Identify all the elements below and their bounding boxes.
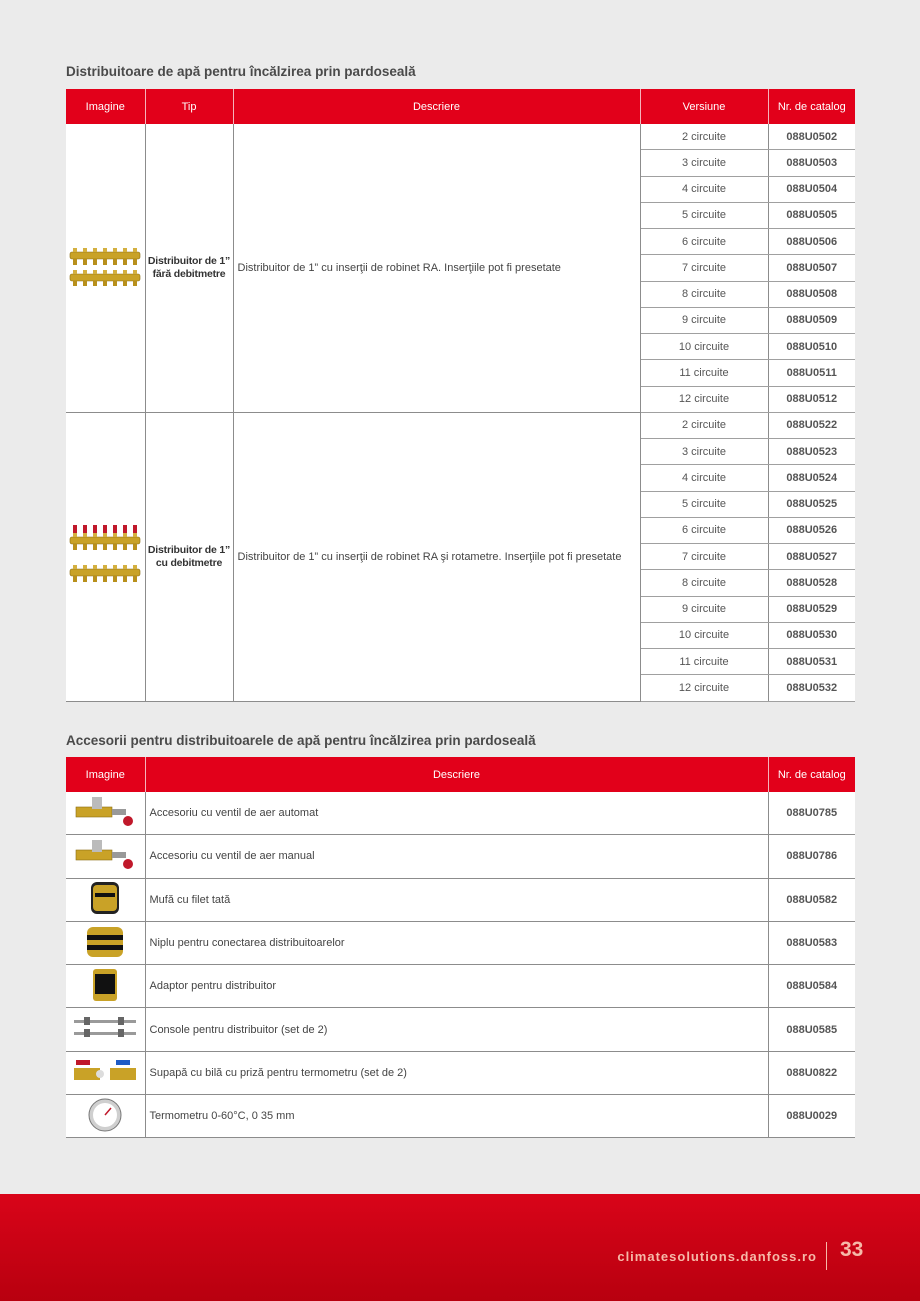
- table-row: [66, 965, 855, 1008]
- page-footer: [0, 1194, 920, 1301]
- catalog-number: 088U0507: [768, 255, 855, 281]
- version-cell: 12 circuite: [640, 675, 768, 701]
- accessory-image: [66, 1095, 145, 1138]
- version-cell: 2 circuite: [640, 124, 768, 150]
- type-line-2: fără debitmetre: [152, 267, 226, 280]
- version-cell: 7 circuite: [640, 544, 768, 570]
- ball-valve-icon: [70, 1079, 140, 1091]
- catalog-number: 088U0511: [768, 360, 855, 386]
- table-row: [66, 1051, 855, 1094]
- footer-divider: [826, 1242, 827, 1270]
- catalog-number: 088U0786: [768, 835, 855, 878]
- nipple-icon: [83, 952, 127, 964]
- accessory-description: Adaptor pentru distribuitor: [145, 965, 768, 1008]
- version-cell: 11 circuite: [640, 649, 768, 675]
- table-header-row: [66, 757, 855, 792]
- product-type: [145, 412, 233, 701]
- catalog-number: 088U0506: [768, 229, 855, 255]
- catalog-number: 088U0502: [768, 124, 855, 150]
- catalog-number: 088U0029: [768, 1095, 855, 1138]
- catalog-number: 088U0512: [768, 386, 855, 412]
- version-cell: 8 circuite: [640, 570, 768, 596]
- catalog-number: 088U0503: [768, 150, 855, 176]
- distributors-table: [66, 89, 855, 702]
- version-cell: 3 circuite: [640, 439, 768, 465]
- catalog-number: 088U0508: [768, 281, 855, 307]
- catalog-number: 088U0527: [768, 544, 855, 570]
- product-description: Distribuitor de 1” cu inserţii de robinet RA şi rotametre. Inserţiile pot fi presetate: [233, 412, 640, 701]
- version-cell: 7 circuite: [640, 255, 768, 281]
- page-number: 33: [840, 1238, 864, 1261]
- accessory-description: Niplu pentru conectarea distribuitoarelor: [145, 921, 768, 964]
- catalog-number: 088U0510: [768, 334, 855, 360]
- accessories-table: [66, 757, 855, 1138]
- end-plug-icon: [85, 908, 125, 920]
- version-cell: 4 circuite: [640, 176, 768, 202]
- table-row: [66, 835, 855, 878]
- version-cell: 4 circuite: [640, 465, 768, 491]
- catalog-number: 088U0530: [768, 622, 855, 648]
- accessory-image: [66, 878, 145, 921]
- accessory-image: [66, 1051, 145, 1094]
- accessory-description: Accesoriu cu ventil de aer automat: [145, 792, 768, 835]
- table-row: [66, 412, 855, 438]
- adapter-icon: [89, 995, 121, 1007]
- catalog-number: 088U0529: [768, 596, 855, 622]
- accessory-image: [66, 921, 145, 964]
- accessory-description: Supapă cu bilă cu priză pentru termometru (set de 2): [145, 1051, 768, 1094]
- type-line-1: Distribuitor de 1”: [147, 254, 231, 267]
- manifold-icon: [68, 277, 142, 289]
- product-image: [66, 412, 145, 701]
- catalog-number: 088U0785: [768, 792, 855, 835]
- version-cell: 3 circuite: [640, 150, 768, 176]
- accessory-image: [66, 1008, 145, 1051]
- type-line-1: Distribuitor de 1”: [147, 543, 231, 556]
- table-header-row: [66, 89, 855, 124]
- product-description: Distribuitor de 1” cu inserţii de robinet RA. Inserţiile pot fi presetate: [233, 124, 640, 412]
- version-cell: 8 circuite: [640, 281, 768, 307]
- catalog-number: 088U0525: [768, 491, 855, 517]
- catalog-number: 088U0528: [768, 570, 855, 596]
- manifold-with-flowmeters-icon: [68, 578, 142, 590]
- footer-url[interactable]: climatesolutions.danfoss.ro: [617, 1249, 817, 1264]
- accessory-description: Accesoriu cu ventil de aer manual: [145, 835, 768, 878]
- version-cell: 11 circuite: [640, 360, 768, 386]
- catalog-number: 088U0523: [768, 439, 855, 465]
- catalog-number: 088U0532: [768, 675, 855, 701]
- table-row: [66, 1095, 855, 1138]
- accessory-image: [66, 835, 145, 878]
- accessory-description: Console pentru distribuitor (set de 2): [145, 1008, 768, 1051]
- header-version: Versiune: [640, 89, 768, 124]
- auto-air-vent-icon: [70, 820, 140, 832]
- catalog-number: 088U0582: [768, 878, 855, 921]
- section-title-accessories: Accesorii pentru distribuitoarele de apă pentru încălzirea prin pardoseală: [66, 733, 536, 748]
- version-cell: 10 circuite: [640, 334, 768, 360]
- accessory-description: Mufă cu filet tată: [145, 878, 768, 921]
- header-image: Imagine: [66, 89, 145, 124]
- catalog-number: 088U0505: [768, 202, 855, 228]
- catalog-number: 088U0822: [768, 1051, 855, 1094]
- version-cell: 12 circuite: [640, 386, 768, 412]
- header-catalog: Nr. de catalog: [768, 89, 855, 124]
- section-title-distributors: Distribuitoare de apă pentru încălzirea prin pardoseală: [66, 64, 416, 79]
- version-cell: 5 circuite: [640, 202, 768, 228]
- bracket-icon: [70, 1032, 140, 1044]
- header-type: Tip: [145, 89, 233, 124]
- header-catalog: Nr. de catalog: [768, 757, 855, 792]
- version-cell: 9 circuite: [640, 596, 768, 622]
- table-row: [66, 878, 855, 921]
- type-line-2: cu debitmetre: [155, 556, 223, 569]
- version-cell: 2 circuite: [640, 412, 768, 438]
- catalog-number: 088U0531: [768, 649, 855, 675]
- catalog-number: 088U0524: [768, 465, 855, 491]
- version-cell: 6 circuite: [640, 229, 768, 255]
- version-cell: 10 circuite: [640, 622, 768, 648]
- catalog-number: 088U0583: [768, 921, 855, 964]
- version-cell: 9 circuite: [640, 307, 768, 333]
- header-description: Descriere: [145, 757, 768, 792]
- accessory-image: [66, 792, 145, 835]
- version-cell: 5 circuite: [640, 491, 768, 517]
- manual-air-vent-icon: [70, 863, 140, 875]
- catalog-number: 088U0526: [768, 517, 855, 543]
- catalog-number: 088U0504: [768, 176, 855, 202]
- catalog-number: 088U0509: [768, 307, 855, 333]
- product-image: [66, 124, 145, 412]
- table-row: [66, 792, 855, 835]
- table-row: [66, 921, 855, 964]
- accessory-description: Termometru 0-60°C, 0 35 mm: [145, 1095, 768, 1138]
- table-row: [66, 1008, 855, 1051]
- header-image: Imagine: [66, 757, 145, 792]
- catalog-number: 088U0522: [768, 412, 855, 438]
- product-type: [145, 124, 233, 412]
- table-row: [66, 124, 855, 150]
- header-description: Descriere: [233, 89, 640, 124]
- thermometer-icon: [85, 1125, 125, 1137]
- version-cell: 6 circuite: [640, 517, 768, 543]
- catalog-number: 088U0584: [768, 965, 855, 1008]
- accessory-image: [66, 965, 145, 1008]
- catalog-number: 088U0585: [768, 1008, 855, 1051]
